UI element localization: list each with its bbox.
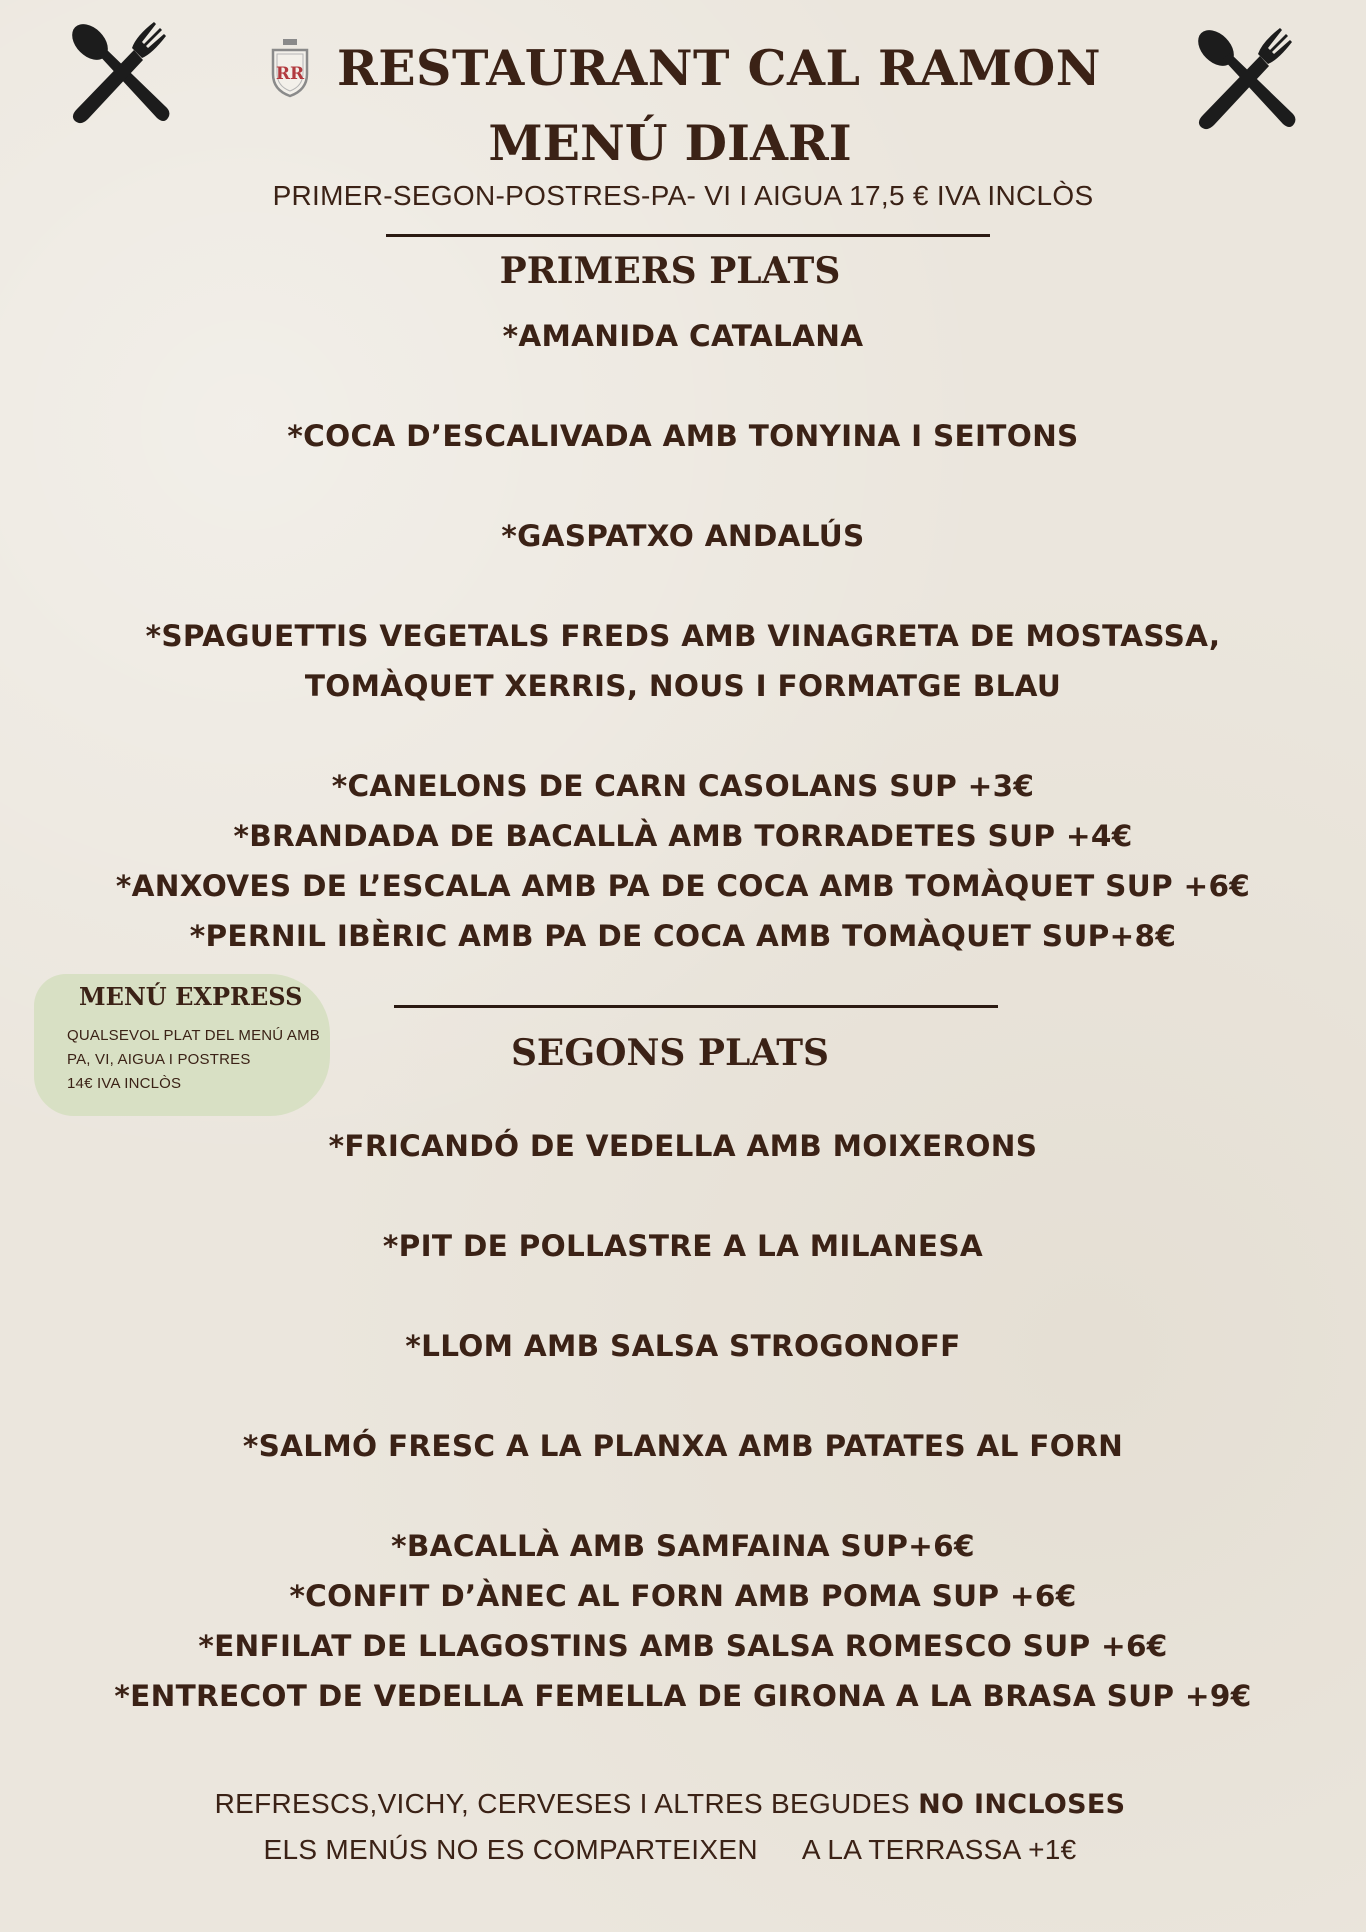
segons-title: SEGONS PLATS [510,1032,830,1074]
dish-item: *LLOM AMB SALSA STROGONOFF [405,1329,961,1363]
dish-item: *CONFIT D’ÀNEC AL FORN AMB POMA SUP +6€ [289,1579,1077,1613]
dish-item: *FRICANDÓ DE VEDELLA AMB MOIXERONS [328,1129,1038,1163]
dish-item: *SPAGUETTIS VEGETALS FREDS AMB VINAGRETA DE MOSTASSA, [145,619,1221,653]
restaurant-name: RESTAURANT CAL RAMON [336,39,1102,97]
rr-crest-icon [265,38,315,98]
primers-title: PRIMERS PLATS [499,250,841,292]
drinks-note-bold: NO INCLOSES [918,1789,1126,1820]
sharing-terrace-note [0,1834,1340,1866]
dish-item: *AMANIDA CATALANA [502,319,864,353]
header-title-row [0,38,1366,98]
no-share-note: ELS MENÚS NO ES COMPARTEIXEN [263,1834,758,1865]
dish-item: TOMÀQUET XERRIS, NOUS I FORMATGE BLAU [304,669,1062,703]
drinks-note-text: REFRESCS,VICHY, CERVESES I ALTRES BEGUDES [214,1788,911,1819]
drinks-note [0,1788,1340,1820]
dish-item: *ANXOVES DE L’ESCALA AMB PA DE COCA AMB TOMÀQUET SUP +6€ [115,869,1251,903]
menu-express-title: MENÚ EXPRESS [79,982,303,1011]
dish-item: *ENFILAT DE LLAGOSTINS AMB SALSA ROMESCO SUP +6€ [198,1629,1168,1663]
dish-item: *SALMÓ FRESC A LA PLANXA AMB PATATES AL FORN [242,1429,1124,1463]
dish-item: *PIT DE POLLASTRE A LA MILANESA [382,1229,984,1263]
dish-item: *BRANDADA DE BACALLÀ AMB TORRADETES SUP +4€ [233,819,1133,853]
svg-text:RR: RR [275,64,305,84]
dish-item: *GASPATXO ANDALÚS [501,519,865,553]
dish-item: *ENTRECOT DE VEDELLA FEMELLA DE GIRONA A LA BRASA SUP +9€ [114,1679,1252,1713]
divider [386,234,990,237]
menu-price-tagline: PRIMER-SEGON-POSTRES-PA- VI I AIGUA 17,5 € IVA INCLÒS [272,180,1094,211]
divider [394,1005,998,1008]
dish-item: *PERNIL IBÈRIC AMB PA DE COCA AMB TOMÀQUET SUP+8€ [189,919,1177,953]
menu-express-line: QUALSEVOL PLAT DEL MENÚ AMB [67,1027,320,1044]
menu-express-line: 14€ IVA INCLÒS [67,1075,182,1092]
dish-item: *BACALLÀ AMB SAMFAINA SUP+6€ [391,1529,975,1563]
dish-item: *CANELONS DE CARN CASOLANS SUP +3€ [331,769,1035,803]
menu-express-line: PA, VI, AIGUA I POSTRES [67,1051,251,1068]
dish-item: *COCA D’ESCALIVADA AMB TONYINA I SEITONS [287,419,1079,453]
terrace-surcharge-note: A LA TERRASSA +1€ [801,1834,1077,1865]
menu-title: MENÚ DIARI [488,114,852,172]
